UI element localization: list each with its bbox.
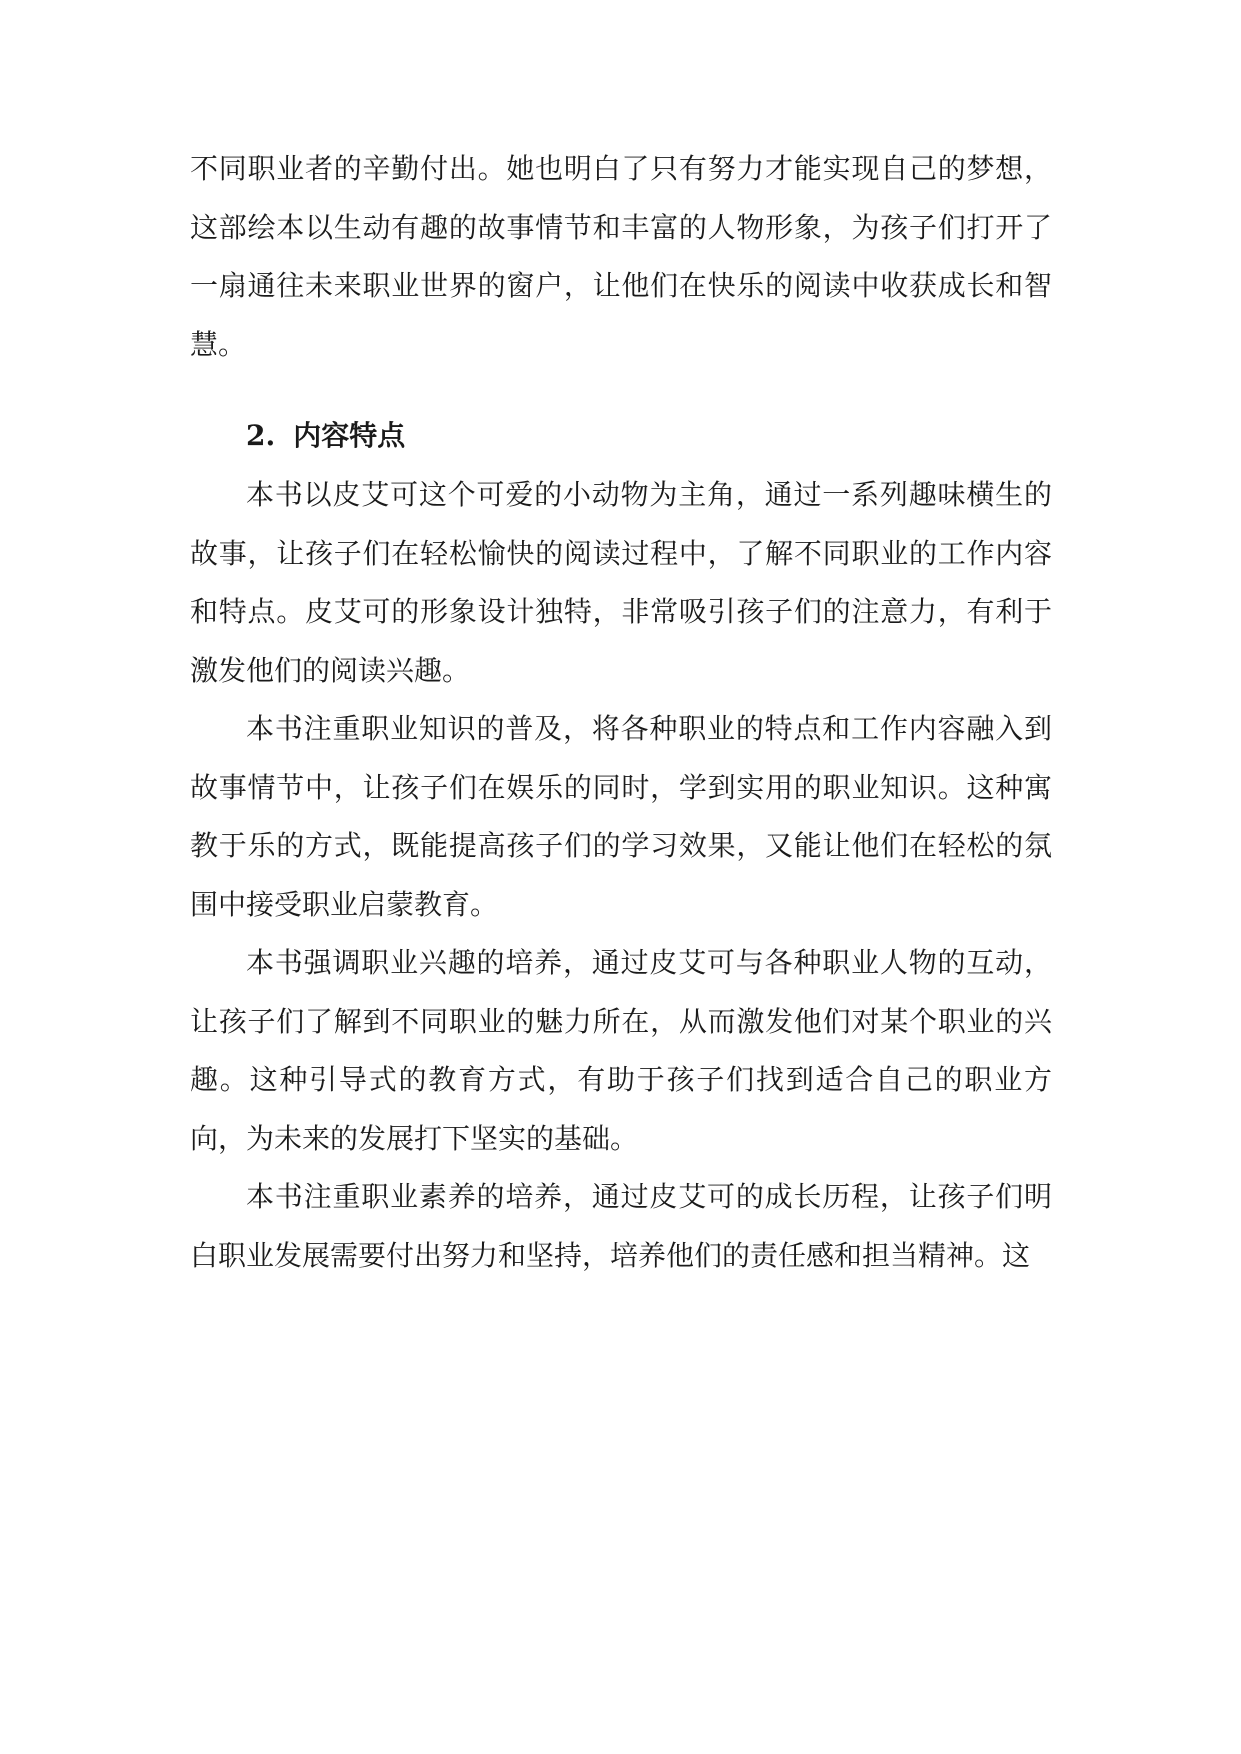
paragraph-1: 本书以皮艾可这个可爱的小动物为主角，通过一系列趣味横生的故事，让孩子们在轻松愉快的阅读过程中，了解不同职业的工作内容和特点。皮艾可的形象设计独特，非常吸引孩子们的注意力，有利于激发他们的阅读兴趣。 [190, 478, 1052, 687]
page-content [190, 140, 1052, 1285]
section-heading [190, 407, 1052, 465]
section-number: 2. [246, 419, 276, 452]
paragraph-4: 本书注重职业素养的培养，通过皮艾可的成长历程，让孩子们明白职业发展需要付出努力和坚持，培养他们的责任感和担当精神。这 [190, 1180, 1052, 1272]
continued-paragraph: 不同职业者的辛勤付出。她也明白了只有努力才能实现自己的梦想，这部绘本以生动有趣的故事情节和丰富的人物形象，为孩子们打开了一扇通往未来职业世界的窗户，让他们在快乐的阅读中收获成长和智慧。 [190, 152, 1052, 361]
paragraph-3: 本书强调职业兴趣的培养，通过皮艾可与各种职业人物的互动，让孩子们了解到不同职业的魅力所在，从而激发他们对某个职业的兴趣。这种引导式的教育方式，有助于孩子们找到适合自己的职业方向，为未来的发展打下坚实的基础。 [190, 946, 1052, 1155]
section-title: 内容特点 [293, 419, 406, 452]
paragraph-2: 本书注重职业知识的普及，将各种职业的特点和工作内容融入到故事情节中，让孩子们在娱乐的同时，学到实用的职业知识。这种寓教于乐的方式，既能提高孩子们的学习效果，又能让他们在轻松的氛围中接受职业启蒙教育。 [190, 712, 1052, 921]
